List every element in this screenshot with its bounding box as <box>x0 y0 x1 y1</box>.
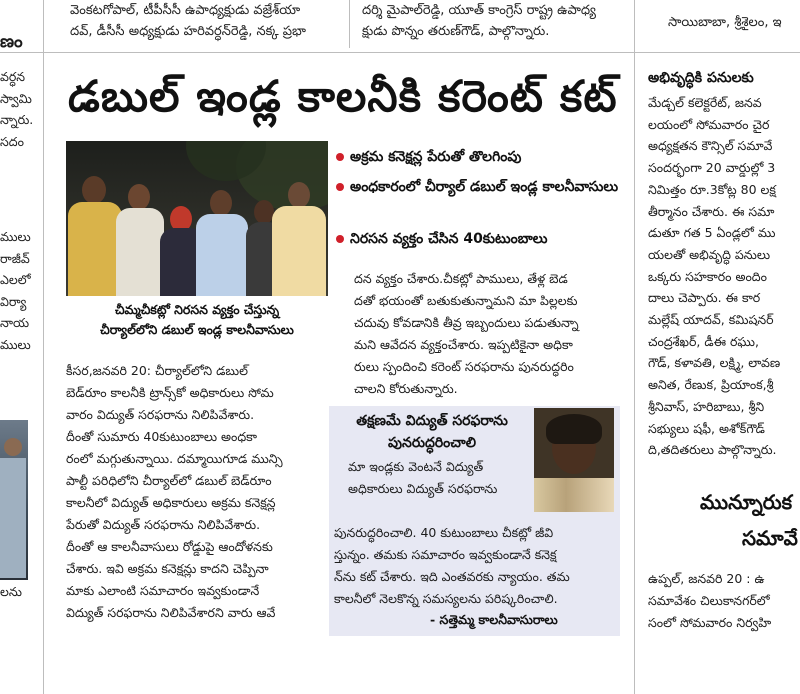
bullet-text: అంధకారంలో చీర్యాల్ డబుల్ ఇండ్ల కాలనీవాసులు <box>350 179 619 195</box>
text-line: ఒక్కరు సహకారం అందిం <box>648 268 767 284</box>
person <box>270 182 328 296</box>
text-line: రులు స్పందించి కరెంట్ సరఫరాను పునరుద్ధరిం <box>354 359 574 374</box>
text-line: లయంలో సోమవారం చైర <box>648 116 770 132</box>
text-line: ములు <box>0 336 31 352</box>
text-line: ది,తదితరులు పాల్గొన్నారు. <box>648 442 777 458</box>
article-photo <box>66 141 328 296</box>
left-edge-heading: ణం <box>0 32 23 52</box>
text-line: యలతో అభివృద్ధి పనులు <box>648 246 771 262</box>
portrait-hair <box>546 414 602 444</box>
bullet-text: అక్రమ కనెక్షన్ల పేరుతో తొలగింపు <box>350 149 522 165</box>
column-rule-left <box>43 0 44 694</box>
text-line: కీసర,జనవరి 20: చీర్యాల్‌లోని డబుల్ <box>66 363 248 378</box>
quote-title-line: పునరుద్ధరించాలి <box>388 435 476 451</box>
text-line: మా ఇండ్లకు వెంటనే విద్యుత్ <box>348 459 484 474</box>
text-line: చాలని కోరుతున్నారు. <box>354 381 458 396</box>
text-line: రాజీవ్ <box>0 250 30 266</box>
text-line: క్షుడు పొన్నం తరుణ్‌గౌడ్, పాల్గొన్నారు. <box>362 24 550 39</box>
text-line: నిమిత్తం రూ.3కోట్ల 80 లక్ష <box>648 181 776 197</box>
right-article-2-heading-1: మున్నూరుక <box>700 490 793 514</box>
text-line: నాయ <box>0 315 30 330</box>
caption-line: చీర్యాల్‌లోని డబుల్ ఇండ్ల కాలనీవాసులు <box>100 322 294 337</box>
text-line: దర్శి మైపాల్‌రెడ్డి, యూత్ కాంగ్రెస్ రాష్ట్ర ఉపాధ్య <box>362 3 596 18</box>
bullet-item <box>336 228 632 250</box>
text-line: వారం విద్యుత్ సరఫరాను నిలిపివేశారు. <box>66 407 255 422</box>
text-line: డుతూ గత 5 ఏండ్లలో ము <box>648 225 776 241</box>
text-line: ఎలలో <box>0 272 31 287</box>
text-line: సంలో సోమవారం నిర్వహి <box>648 615 772 630</box>
text-line: కాలనీలో విద్యుత్ అధికారులు అక్రమ కనెక్షన్ల <box>66 495 276 510</box>
bullet-dot-icon <box>336 183 344 191</box>
text-line: పాల్టీ పరిధిలోని చీర్యాల్‌లో డబుల్ బెడ్‌రూం <box>66 473 272 488</box>
text-line: సాయిబాబా, శ్రీశైలం, ఇ <box>668 15 782 30</box>
text-line: విద్యుత్ సరఫరాను నిలిపివేశారని వారు ఆవే <box>66 605 276 620</box>
top-strip-left <box>70 0 342 42</box>
text-line: వర్ధన <box>0 69 26 84</box>
text-line: మల్లేష్ యాదవ్, కమిషనర్ <box>648 312 774 328</box>
text-line: అనిత, రేణుక, ప్రియాంక,శ్రీ <box>648 377 774 393</box>
person <box>194 190 250 296</box>
person-head <box>128 184 150 210</box>
quote-signature: - సత్తెమ్మ కాలనీవాసురాలు <box>430 612 558 627</box>
text-line: సదం <box>0 133 24 149</box>
text-line: సమావేశం చిలుకానగర్‌లో <box>648 593 770 608</box>
text-line: సందర్భంగా 20 వార్డుల్లో 3 <box>648 160 776 176</box>
column-rule-top-mid <box>349 0 350 48</box>
text-line: గౌడ్, కళావతి, లక్ష్మి, లావణ <box>648 355 781 371</box>
bullet-text: నిరసన వ్యక్తం చేసిన 40కుటుంబాలు <box>350 231 548 247</box>
quote-title-line: తక్షణమే విద్యుత్ సరఫరాను <box>356 413 508 429</box>
text-line: కాలనీలో నెలకొన్న సమస్యలను పరిష్కరించాలి. <box>334 591 558 606</box>
text-line: స్తున్నం. తమకు సమాచారం ఇవ్వకుండానే కనెక్ష <box>334 547 557 562</box>
text-line: న్నారు. <box>0 112 34 127</box>
text-line: మాకు ఎలాంటి సమాచారం ఇవ్వకుండానే <box>66 583 260 598</box>
right-article-body <box>648 92 800 461</box>
person-head <box>210 190 232 216</box>
text-line: మేడ్చల్ కలెక్టరేట్, జనవ <box>648 95 762 110</box>
text-line: వెంకటగోపాల్, టీపీసీసీ ఉపాధ్యక్షుడు వజ్రేశ్‌యా <box>70 3 301 18</box>
text-line: విర్యా <box>0 293 27 309</box>
left-edge-photo-fragment <box>0 420 28 580</box>
person-head <box>4 438 22 456</box>
text-line: చదువు కోవడానికి తీవ్ర ఇబ్బందులు పడుతున్నా <box>354 315 579 330</box>
text-line: చేశారు. ఇవి అక్రమ కనెక్షన్లు కాదని చెప్పినా <box>66 561 269 576</box>
person-body <box>196 214 248 296</box>
bullet-item <box>336 146 632 168</box>
text-line: దీంతో సుమారు 40కుటుంబాలు అంధకా <box>66 429 258 444</box>
top-strip-divider <box>0 52 800 53</box>
text-line: పేరుతో విద్యుత్ సరఫరాను నిలిపివేశారు. <box>66 517 261 532</box>
text-line: మని ఆవేదన వ్యక్తంచేశారు. ఇప్పటికైనా అధికా <box>354 337 573 352</box>
text-line: అధ్యక్షతన కౌన్సిల్ సమావే <box>648 138 773 154</box>
person-head <box>288 182 310 208</box>
text-line: దీంతో ఆ కాలనీవాసులు రోడ్డుపై ఆందోళనకు <box>66 539 273 554</box>
text-line: ములు <box>0 229 31 244</box>
portrait-saree <box>534 478 614 512</box>
quote-portrait <box>534 408 614 512</box>
right-article-2-heading-2: సమావే <box>742 526 798 550</box>
quote-text <box>334 522 616 610</box>
text-line: న్‌ను కట్ చేశారు. ఇది ఎంతవరకు న్యాయం. తమ <box>334 569 570 584</box>
bullet-dot-icon <box>336 235 344 243</box>
text-line: చంద్రశేఖర్, డీఈ రఘు, <box>648 333 759 349</box>
person-body <box>116 208 164 296</box>
text-line: దన వ్యక్తం చేశారు.చీకట్లో పాములు, తేళ్ల బెడ <box>354 271 568 286</box>
article-body-left <box>66 360 326 624</box>
text-line: దవ్, డీసీసీ అధ్యక్షుడు హరివర్ధన్‌రెడ్డి, నక్క ప్రభా <box>70 24 306 39</box>
text-line: బెడ్‌రూం కాలనీకి ట్రాన్స్‌కో అధికారులు సోమ <box>66 385 274 400</box>
text-line: సభ్యులు షఫీ, అశోక్‌గౌడ్ <box>648 420 765 436</box>
photo-caption <box>66 300 328 340</box>
left-edge-bottom: లను <box>0 584 22 599</box>
text-line: స్వామి <box>0 90 32 106</box>
person-head <box>82 176 106 204</box>
quote-title <box>334 410 530 454</box>
text-line: ఉప్పల్, జనవరి 20 : ఉ <box>648 571 765 586</box>
article-headline: డబుల్ ఇండ్ల కాలనీకి కరెంట్ కట్ <box>68 72 618 122</box>
text-line: తీర్మానం చేశారు. ఈ సమా <box>648 203 775 219</box>
text-line: అధికారులు విద్యుత్ సరఫరాను <box>348 481 498 496</box>
text-line: శ్రీనివాస్, హరిబాబు, శ్రీని <box>648 398 765 414</box>
text-line: పునరుద్ధరించాలి. 40 కుటుంబాలు చీకట్లో జీవి <box>334 525 554 540</box>
left-edge-column <box>0 66 40 152</box>
text-line: దాలు చెప్పారు. ఈ కార <box>648 290 761 306</box>
person-body <box>0 458 26 578</box>
top-strip-mid <box>362 0 630 42</box>
right-article-2-body <box>648 568 800 634</box>
person-body <box>272 206 326 296</box>
article-body-right <box>354 268 626 400</box>
quote-text-top <box>348 456 530 500</box>
bullet-item <box>336 176 632 198</box>
text-line: దతో భయంతో బతుకుతున్నామని మా పిల్లలకు <box>354 293 578 308</box>
left-edge-column-2 <box>0 226 40 355</box>
right-article-heading: అభివృద్ధికి పనులకు <box>648 70 754 86</box>
column-rule-right <box>634 0 635 694</box>
top-strip-right <box>668 12 800 33</box>
bullet-dot-icon <box>336 153 344 161</box>
caption-line: చీమ్మచీకట్లో నిరసన వ్యక్తం చేస్తున్న <box>114 302 280 317</box>
text-line: రంలో మగ్గుతున్నాయి. దమ్మాయిగూడ మున్సి <box>66 451 283 466</box>
